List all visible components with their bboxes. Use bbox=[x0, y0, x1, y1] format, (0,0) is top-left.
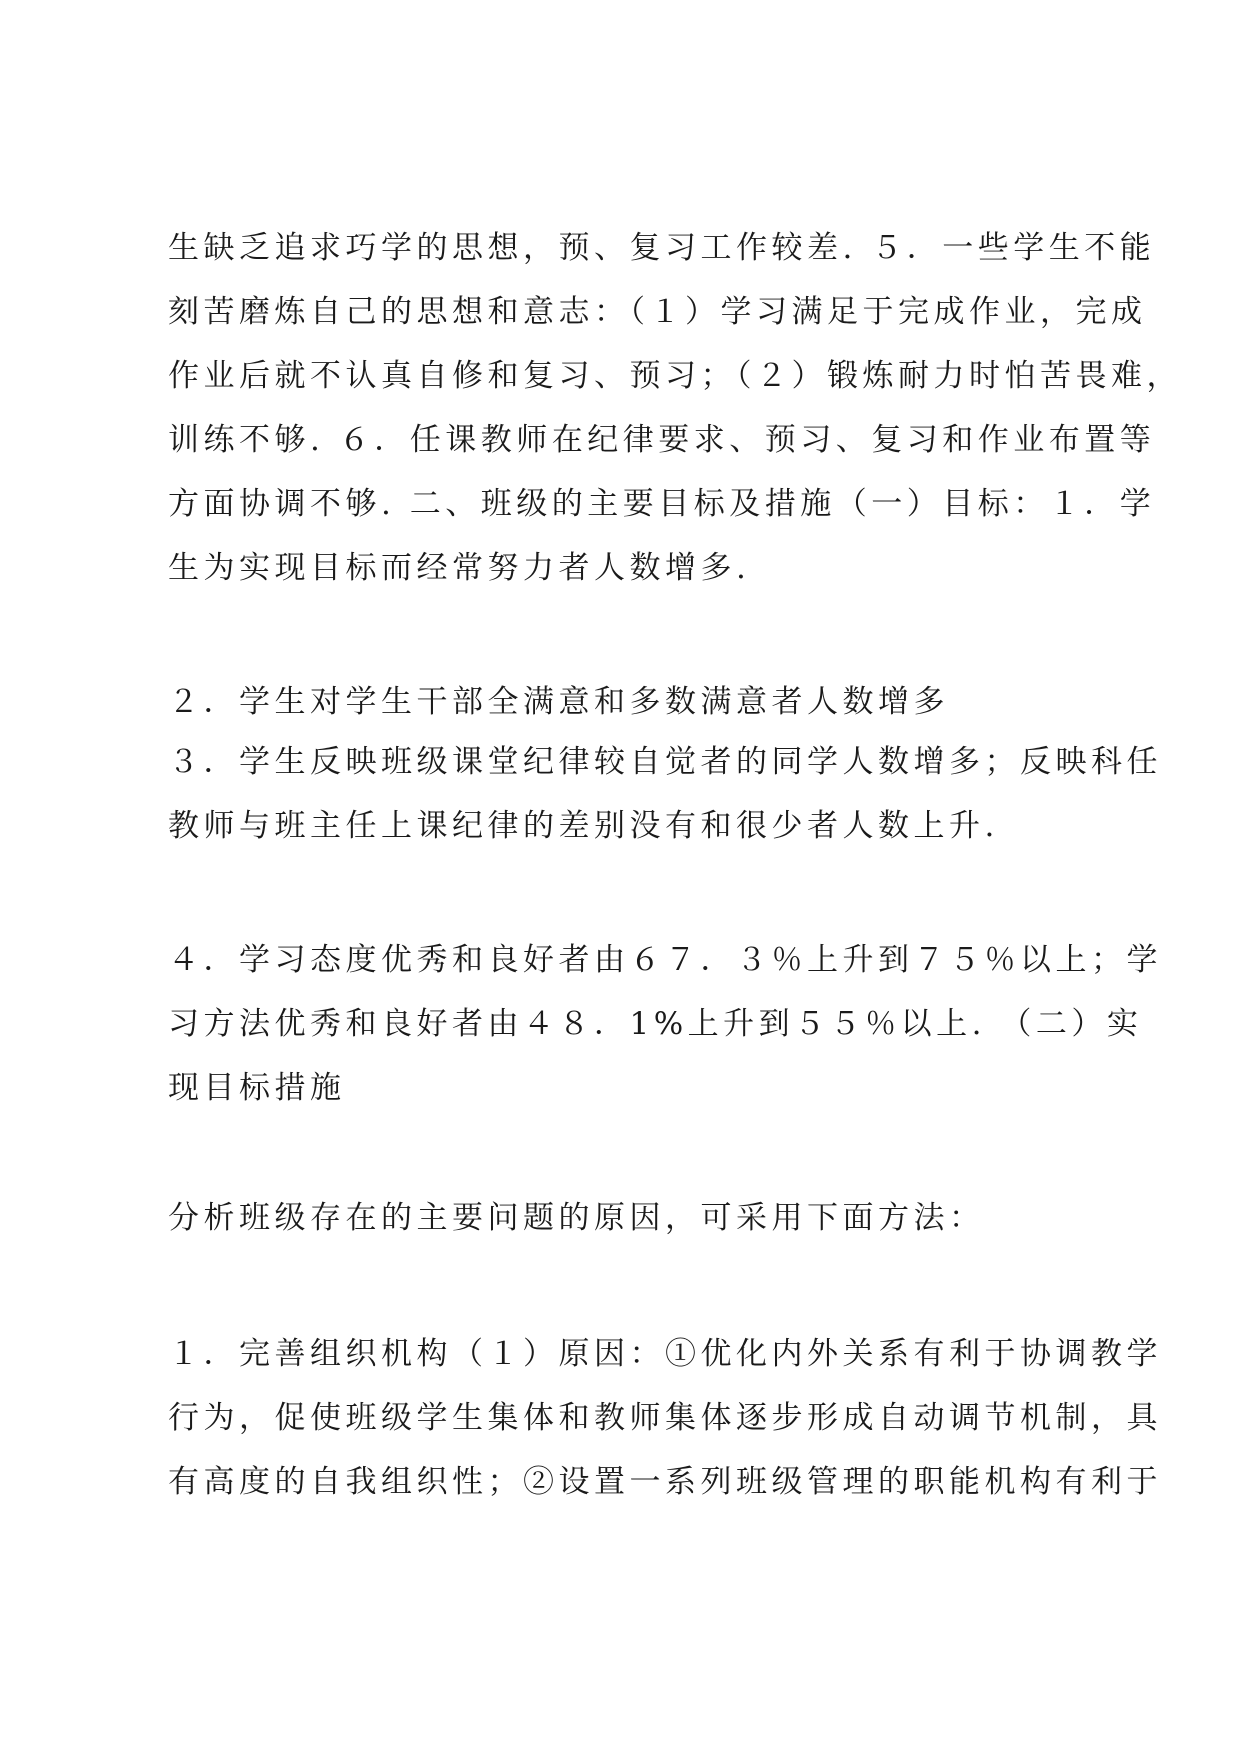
text-line: 教师与班主任上课纪律的差别没有和很少者人数上升. bbox=[168, 808, 999, 844]
text-line: 分析班级存在的主要问题的原因，可采用下面方法： bbox=[168, 1200, 985, 1236]
text-line: 习方法优秀和良好者由４８．1%上升到５５％以上. （二）实 bbox=[168, 1006, 1143, 1042]
text-line: 方面协调不够. 二、班级的主要目标及措施（一）目标：１．学 bbox=[168, 486, 1156, 522]
text-line: 现目标措施 bbox=[168, 1070, 346, 1106]
text-line: 刻苦磨炼自己的思想和意志：（１）学习满足于完成作业，完成 bbox=[168, 294, 1147, 330]
paragraph-3 bbox=[168, 928, 1162, 1120]
text-line: 生为实现目标而经常努力者人数增多. bbox=[168, 550, 751, 586]
paragraph-4 bbox=[168, 1186, 1098, 1250]
text-line: 有高度的自我组织性；②设置一系列班级管理的职能机构有利于 bbox=[168, 1464, 1162, 1500]
paragraph-2 bbox=[168, 674, 1162, 858]
text-line: 生缺乏追求巧学的思想，预、复习工作较差. ５．一些学生不能 bbox=[168, 230, 1156, 266]
text-line: １．完善组织机构（１）原因：①优化内外关系有利于协调教学 bbox=[168, 1336, 1162, 1372]
text-line: ４．学习态度优秀和良好者由６７．３％上升到７５％以上；学 bbox=[168, 942, 1162, 978]
text-line: ２．学生对学生干部全满意和多数满意者人数增多 bbox=[168, 684, 949, 720]
text-line: 训练不够. ６．任课教师在纪律要求、预习、复习和作业布置等 bbox=[168, 422, 1156, 458]
paragraph-1 bbox=[168, 216, 1182, 600]
paragraph-5 bbox=[168, 1322, 1162, 1514]
text-line: 行为，促使班级学生集体和教师集体逐步形成自动调节机制，具 bbox=[168, 1400, 1162, 1436]
text-line: ３．学生反映班级课堂纪律较自觉者的同学人数增多；反映科任 bbox=[168, 744, 1162, 780]
text-line: 作业后就不认真自修和复习、预习；（２）锻炼耐力时怕苦畏难， bbox=[168, 358, 1182, 394]
